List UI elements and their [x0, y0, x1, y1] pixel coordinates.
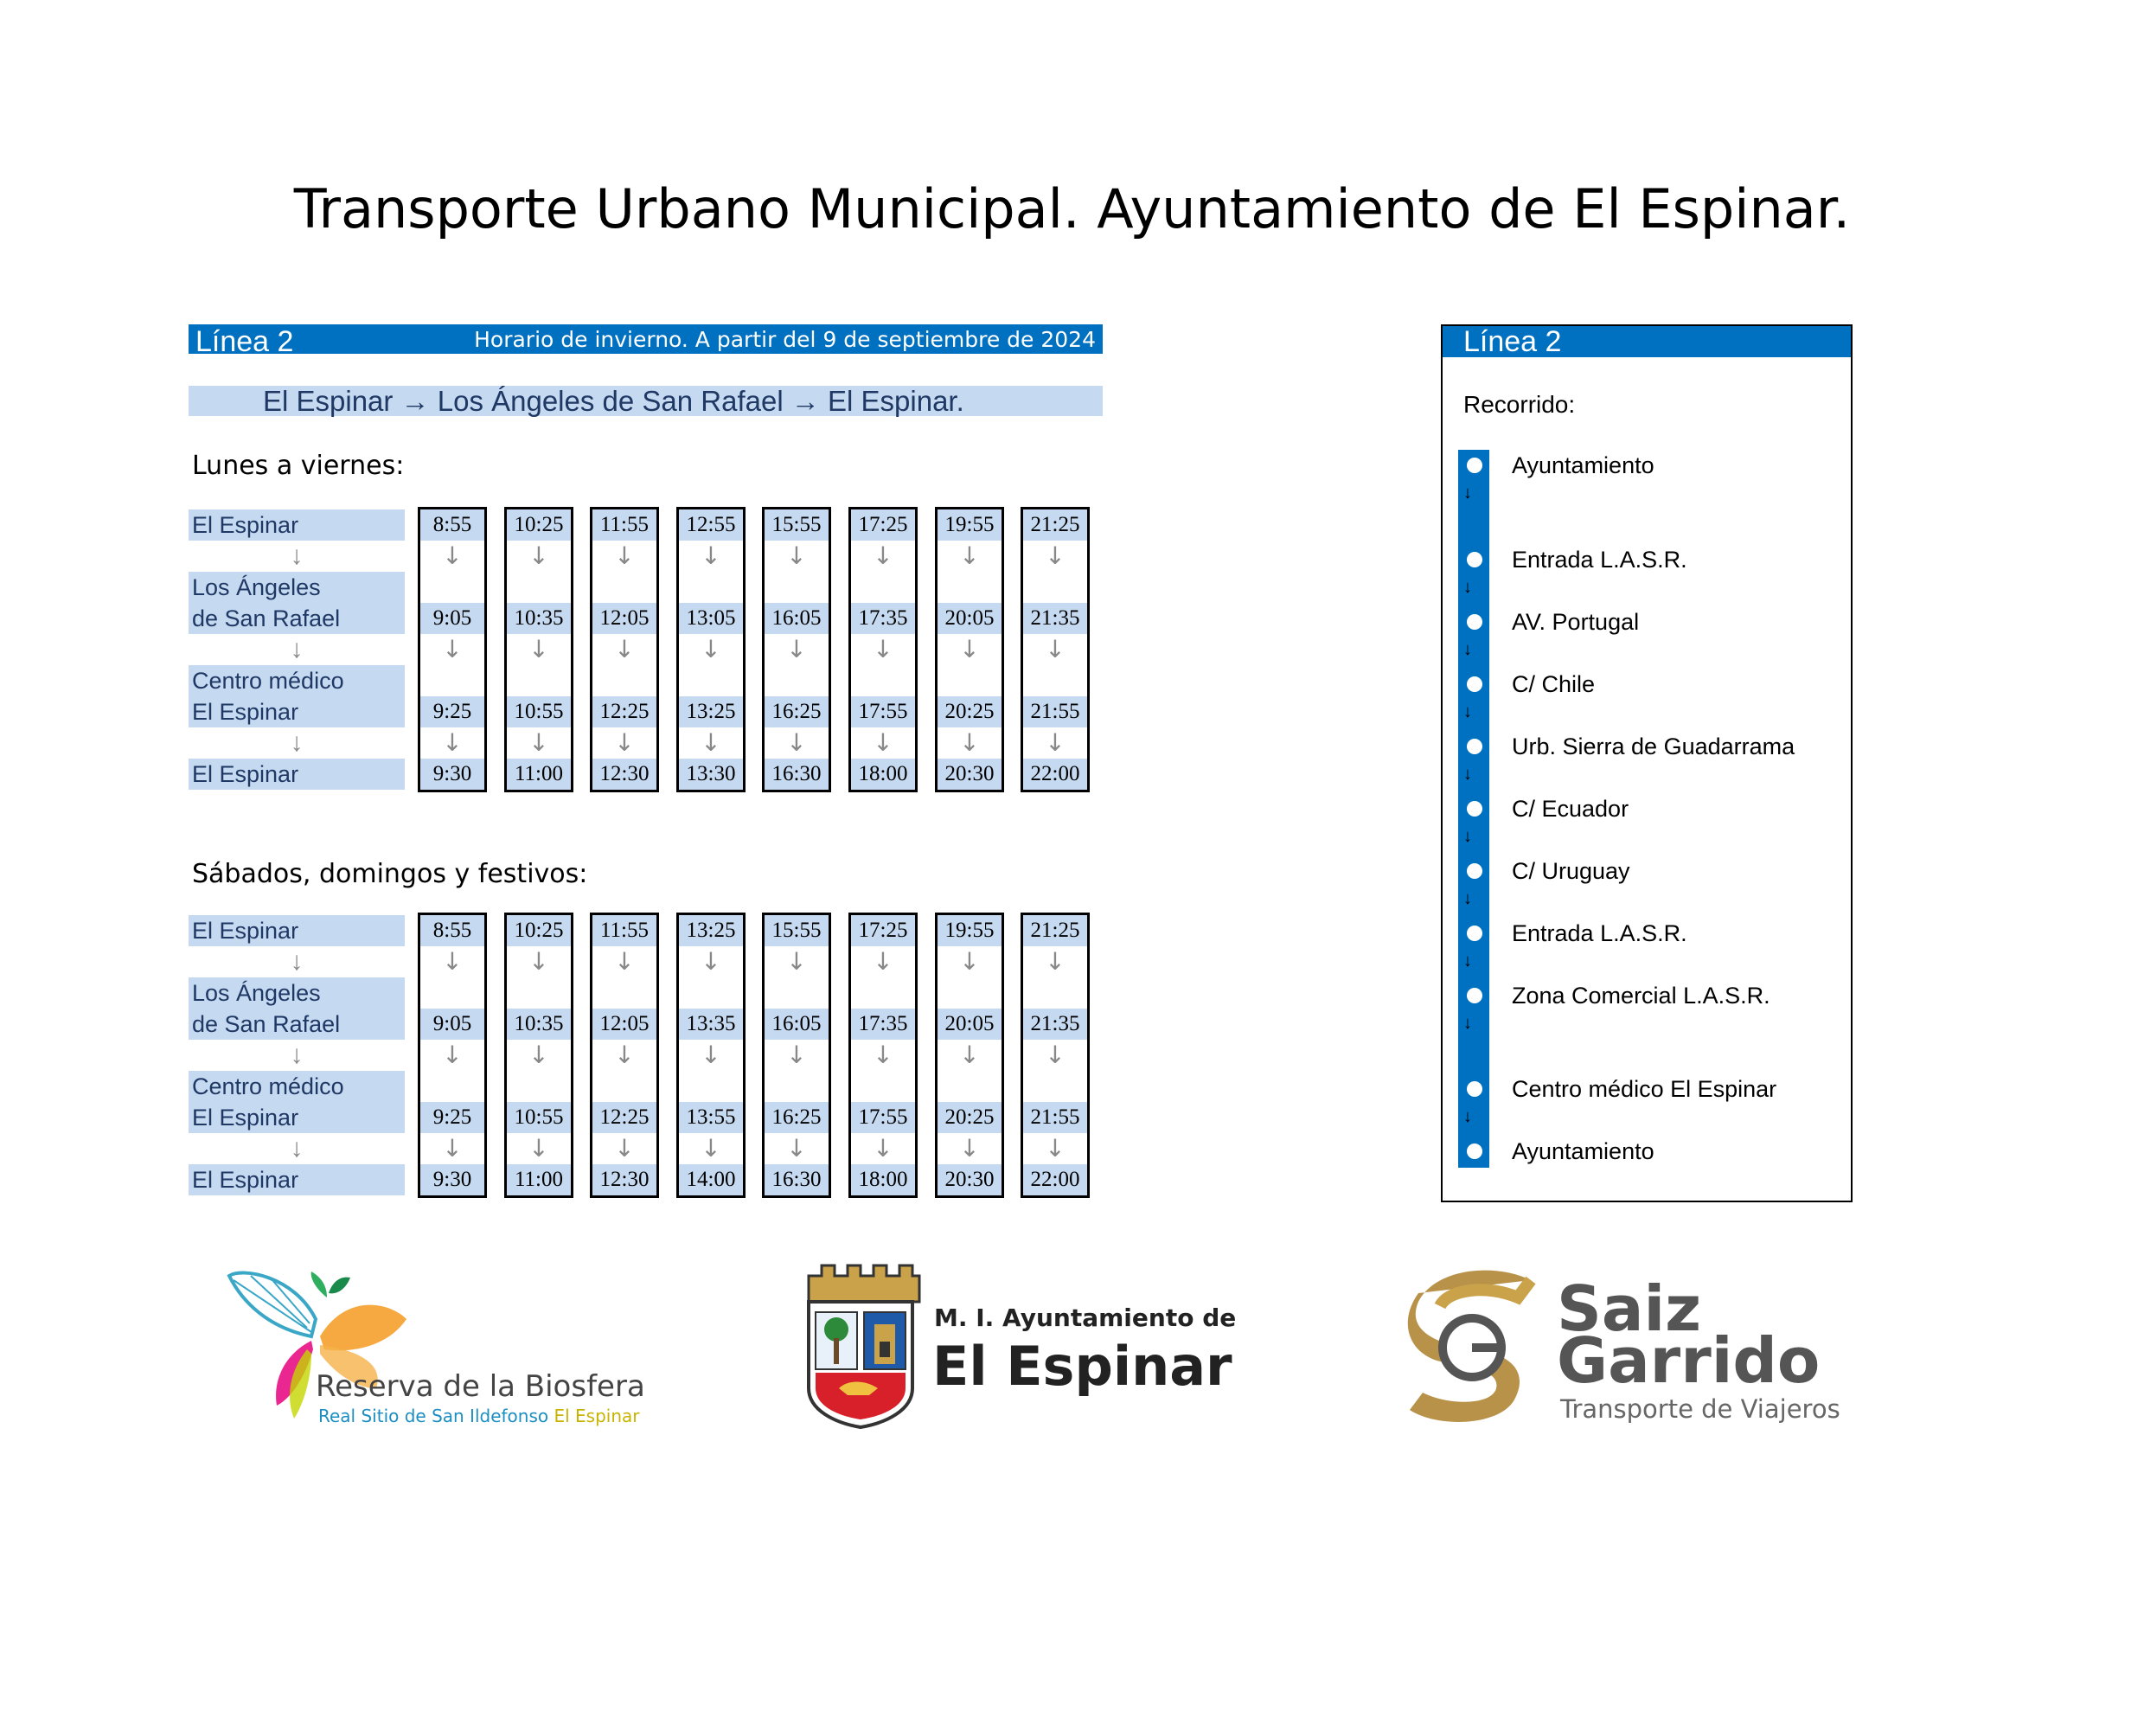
departure-time: 17:35: [851, 603, 915, 634]
departure-time: 13:30: [679, 759, 743, 790]
down-arrow-icon: ↓: [873, 728, 893, 757]
stop-dot-icon: [1467, 676, 1482, 692]
route-down-arrow-icon: ↓: [1463, 889, 1472, 908]
stop-dot-icon: [1467, 1143, 1482, 1159]
down-arrow-icon: ↓: [442, 635, 463, 663]
route-stop-label: Ayuntamiento: [1512, 452, 1654, 478]
departure-time: 17:35: [851, 1009, 915, 1040]
departure-time: 9:30: [420, 1164, 484, 1195]
departure-time: 9:05: [420, 1009, 484, 1040]
down-arrow-icon: ↓: [959, 1134, 980, 1163]
departure-column: [504, 913, 573, 1198]
stop-name: [189, 1071, 405, 1133]
departure-time: 8:55: [420, 915, 484, 946]
route-down-arrow-icon: ↓: [1463, 765, 1472, 784]
stop-dot-icon: [1467, 614, 1482, 630]
down-arrow-icon: ↓: [1045, 635, 1066, 663]
departure-time: 12:30: [592, 1164, 656, 1195]
stop-dot-icon: [1467, 739, 1482, 754]
route-stop-label: Zona Comercial L.A.S.R.: [1512, 983, 1770, 1009]
down-arrow-icon: ↓: [873, 1041, 893, 1069]
departure-time: 20:25: [938, 1102, 1002, 1133]
weekend-label: Sábados, domingos y festivos:: [192, 859, 588, 889]
departure-time: 8:55: [420, 509, 484, 541]
biosfera-subtitle: [318, 1406, 640, 1426]
down-arrow-icon: ↓: [290, 728, 304, 757]
departure-time: 18:00: [851, 759, 915, 790]
departure-time: 21:25: [1023, 915, 1087, 946]
down-arrow-icon: ↓: [873, 1134, 893, 1163]
down-arrow-icon: ↓: [442, 1041, 463, 1069]
down-arrow-icon: ↓: [701, 947, 721, 976]
down-arrow-icon: ↓: [1045, 947, 1066, 976]
down-arrow-icon: ↓: [528, 1041, 549, 1069]
departure-time: 16:05: [765, 603, 829, 634]
sg-monogram-icon: [1401, 1263, 1548, 1427]
departure-time: 12:55: [679, 509, 743, 541]
ayuntamiento-line2: El Espinar: [932, 1335, 1232, 1398]
departure-column: [504, 507, 573, 792]
stop-dot-icon: [1467, 801, 1482, 817]
departure-time: 19:55: [938, 915, 1002, 946]
departure-time: 15:55: [765, 509, 829, 541]
stop-dot-icon: [1467, 552, 1482, 567]
down-arrow-icon: ↓: [614, 1041, 635, 1069]
departure-time: 13:35: [679, 1009, 743, 1040]
departure-column: [676, 913, 746, 1198]
departure-time: 15:55: [765, 915, 829, 946]
stop-name: [189, 572, 405, 634]
route-down-arrow-icon: ↓: [1463, 484, 1472, 503]
departure-column: [762, 507, 831, 792]
departure-time: 21:55: [1023, 1102, 1087, 1133]
down-arrow-icon: ↓: [701, 1134, 721, 1163]
biosfera-logo: [225, 1267, 645, 1440]
down-arrow-icon: ↓: [1045, 541, 1066, 570]
departure-time: 13:05: [679, 603, 743, 634]
down-arrow-icon: ↓: [290, 1041, 304, 1069]
departure-time: 20:05: [938, 1009, 1002, 1040]
down-arrow-icon: ↓: [290, 1134, 304, 1163]
departure-time: 9:30: [420, 759, 484, 790]
departure-time: 12:30: [592, 759, 656, 790]
departure-column: [935, 507, 1004, 792]
departure-time: 21:35: [1023, 1009, 1087, 1040]
down-arrow-icon: ↓: [528, 1134, 549, 1163]
route-stop-label: C/ Uruguay: [1512, 858, 1630, 884]
down-arrow-icon: ↓: [873, 541, 893, 570]
stop-name: [189, 915, 405, 946]
stop-name: [189, 509, 405, 541]
departure-time: 16:25: [765, 696, 829, 727]
departure-column: [1021, 913, 1090, 1198]
down-arrow-icon: ↓: [1045, 1134, 1066, 1163]
down-arrow-icon: ↓: [442, 541, 463, 570]
departure-time: 22:00: [1023, 759, 1087, 790]
down-arrow-icon: ↓: [959, 541, 980, 570]
down-arrow-icon: ↓: [873, 947, 893, 976]
biosfera-subtitle-b: El Espinar: [554, 1406, 640, 1426]
saiz-line3: Transporte de Viajeros: [1560, 1394, 1840, 1424]
departure-time: 11:55: [592, 509, 656, 541]
departure-column: [590, 913, 659, 1198]
down-arrow-icon: ↓: [786, 1041, 807, 1069]
down-arrow-icon: ↓: [442, 728, 463, 757]
departure-time: 12:05: [592, 1009, 656, 1040]
route-stop-label: Entrada L.A.S.R.: [1512, 547, 1687, 573]
departure-time: 9:25: [420, 1102, 484, 1133]
down-arrow-icon: ↓: [614, 728, 635, 757]
departure-column: [418, 913, 487, 1198]
biosfera-title: Reserva de la Biosfera: [316, 1369, 645, 1404]
line-name: Línea 2: [195, 325, 294, 358]
schedule-note: Horario de invierno. A partir del 9 de septiembre de 2024: [474, 327, 1096, 352]
stop-name-line: El Espinar: [192, 918, 299, 944]
departure-time: 21:25: [1023, 509, 1087, 541]
departure-time: 10:25: [507, 509, 571, 541]
down-arrow-icon: ↓: [959, 947, 980, 976]
departure-time: 16:30: [765, 1164, 829, 1195]
route-stop-label: C/ Ecuador: [1512, 796, 1629, 822]
down-arrow-icon: ↓: [959, 728, 980, 757]
down-arrow-icon: ↓: [442, 1134, 463, 1163]
departure-time: 10:25: [507, 915, 571, 946]
stop-name-line: de San Rafael: [192, 1011, 341, 1037]
stop-name-line: El Espinar: [192, 699, 299, 725]
departure-column: [676, 507, 746, 792]
route-down-arrow-icon: ↓: [1463, 640, 1472, 659]
route-down-arrow-icon: ↓: [1463, 951, 1472, 970]
down-arrow-icon: ↓: [701, 1041, 721, 1069]
departure-time: 13:55: [679, 1102, 743, 1133]
departure-time: 16:30: [765, 759, 829, 790]
route-panel-line: Línea 2: [1463, 325, 1562, 358]
down-arrow-icon: ↓: [528, 947, 549, 976]
route-bar: [189, 386, 1103, 416]
stop-name-line: Los Ángeles: [192, 980, 321, 1006]
departure-time: 20:05: [938, 603, 1002, 634]
route-stop-label: AV. Portugal: [1512, 609, 1640, 635]
down-arrow-icon: ↓: [786, 947, 807, 976]
stop-name-line: Centro médico: [192, 668, 344, 694]
departure-column: [590, 507, 659, 792]
down-arrow-icon: ↓: [701, 728, 721, 757]
departure-column: [762, 913, 831, 1198]
departure-column: [935, 913, 1004, 1198]
departure-time: 12:05: [592, 603, 656, 634]
departure-time: 10:35: [507, 603, 571, 634]
line-header-bar: [189, 324, 1103, 358]
stop-name-line: El Espinar: [192, 512, 299, 538]
down-arrow-icon: ↓: [614, 541, 635, 570]
departure-time: 12:25: [592, 696, 656, 727]
departure-time: 16:25: [765, 1102, 829, 1133]
route-down-arrow-icon: ↓: [1463, 827, 1472, 846]
stop-name-line: de San Rafael: [192, 605, 341, 631]
stop-name-line: El Espinar: [192, 1167, 299, 1193]
departure-time: 10:55: [507, 1102, 571, 1133]
page-title: Transporte Urbano Municipal. Ayuntamiento de El Espinar.: [293, 177, 1851, 240]
recorrido-label: Recorrido:: [1463, 391, 1576, 418]
route-stop-label: Urb. Sierra de Guadarrama: [1512, 733, 1795, 759]
down-arrow-icon: ↓: [786, 541, 807, 570]
down-arrow-icon: ↓: [959, 1041, 980, 1069]
departure-time: 10:55: [507, 696, 571, 727]
route-down-arrow-icon: ↓: [1463, 702, 1472, 721]
down-arrow-icon: ↓: [290, 635, 304, 663]
departure-time: 13:25: [679, 696, 743, 727]
route-stop-label: Entrada L.A.S.R.: [1512, 920, 1687, 946]
departure-column: [1021, 507, 1090, 792]
route-panel: [1441, 324, 1853, 1202]
stop-dot-icon: [1467, 863, 1482, 879]
down-arrow-icon: ↓: [614, 947, 635, 976]
down-arrow-icon: ↓: [528, 728, 549, 757]
down-arrow-icon: ↓: [614, 1134, 635, 1163]
weekday-label: Lunes a viernes:: [192, 451, 405, 481]
departure-time: 20:25: [938, 696, 1002, 727]
down-arrow-icon: ↓: [873, 635, 893, 663]
stop-name: [189, 977, 405, 1040]
departure-time: 13:25: [679, 915, 743, 946]
route-down-arrow-icon: ↓: [1463, 1014, 1472, 1033]
route-stop-label: Centro médico El Espinar: [1512, 1076, 1777, 1102]
departure-time: 11:55: [592, 915, 656, 946]
departure-time: 17:25: [851, 509, 915, 541]
down-arrow-icon: ↓: [528, 541, 549, 570]
departure-time: 20:30: [938, 1164, 1002, 1195]
route-down-arrow-icon: ↓: [1463, 1107, 1472, 1126]
departure-time: 12:25: [592, 1102, 656, 1133]
down-arrow-icon: ↓: [786, 1134, 807, 1163]
departure-time: 16:05: [765, 1009, 829, 1040]
stop-name-line: El Espinar: [192, 761, 299, 787]
departure-time: 22:00: [1023, 1164, 1087, 1195]
coat-of-arms-icon: [800, 1259, 921, 1432]
departure-time: 9:25: [420, 696, 484, 727]
departure-time: 17:55: [851, 696, 915, 727]
saiz-line1: Saiz: [1557, 1272, 1702, 1345]
stop-name-line: Centro médico: [192, 1073, 344, 1099]
departure-time: 17:55: [851, 1102, 915, 1133]
down-arrow-icon: ↓: [290, 541, 304, 570]
departure-time: 18:00: [851, 1164, 915, 1195]
down-arrow-icon: ↓: [701, 541, 721, 570]
down-arrow-icon: ↓: [701, 635, 721, 663]
down-arrow-icon: ↓: [614, 635, 635, 663]
departure-time: 10:35: [507, 1009, 571, 1040]
stop-dot-icon: [1467, 926, 1482, 941]
down-arrow-icon: ↓: [959, 635, 980, 663]
saiz-line2: Garrido: [1557, 1324, 1821, 1397]
stop-name: [189, 1164, 405, 1195]
route-down-arrow-icon: ↓: [1463, 578, 1472, 597]
stop-dot-icon: [1467, 458, 1482, 473]
departure-time: 17:25: [851, 915, 915, 946]
route-text: El Espinar → Los Ángeles de San Rafael → El Espinar.: [263, 385, 964, 417]
departure-column: [848, 507, 918, 792]
route-stop-label: C/ Chile: [1512, 671, 1596, 697]
ayuntamiento-line1: M. I. Ayuntamiento de: [934, 1304, 1237, 1332]
departure-time: 20:30: [938, 759, 1002, 790]
down-arrow-icon: ↓: [528, 635, 549, 663]
departure-column: [418, 507, 487, 792]
down-arrow-icon: ↓: [442, 947, 463, 976]
departure-column: [848, 913, 918, 1198]
route-panel-header: [1443, 326, 1851, 357]
down-arrow-icon: ↓: [786, 728, 807, 757]
down-arrow-icon: ↓: [290, 947, 304, 976]
stop-name: [189, 665, 405, 727]
departure-time: 14:00: [679, 1164, 743, 1195]
down-arrow-icon: ↓: [786, 635, 807, 663]
departure-time: 21:55: [1023, 696, 1087, 727]
biosfera-subtitle-a: Real Sitio de San Ildefonso: [318, 1406, 554, 1426]
departure-time: 21:35: [1023, 603, 1087, 634]
stop-name-line: Los Ángeles: [192, 574, 321, 600]
stop-name: [189, 759, 405, 790]
down-arrow-icon: ↓: [1045, 1041, 1066, 1069]
down-arrow-icon: ↓: [1045, 728, 1066, 757]
stop-dot-icon: [1467, 1081, 1482, 1097]
departure-time: 9:05: [420, 603, 484, 634]
departure-time: 11:00: [507, 1164, 571, 1195]
saiz-garrido-logo: [1401, 1263, 1868, 1436]
route-stop-label: Ayuntamiento: [1512, 1138, 1654, 1164]
departure-time: 11:00: [507, 759, 571, 790]
stop-name-line: El Espinar: [192, 1105, 299, 1131]
ayuntamiento-logo: [800, 1259, 1237, 1432]
departure-time: 19:55: [938, 509, 1002, 541]
stop-dot-icon: [1467, 988, 1482, 1003]
